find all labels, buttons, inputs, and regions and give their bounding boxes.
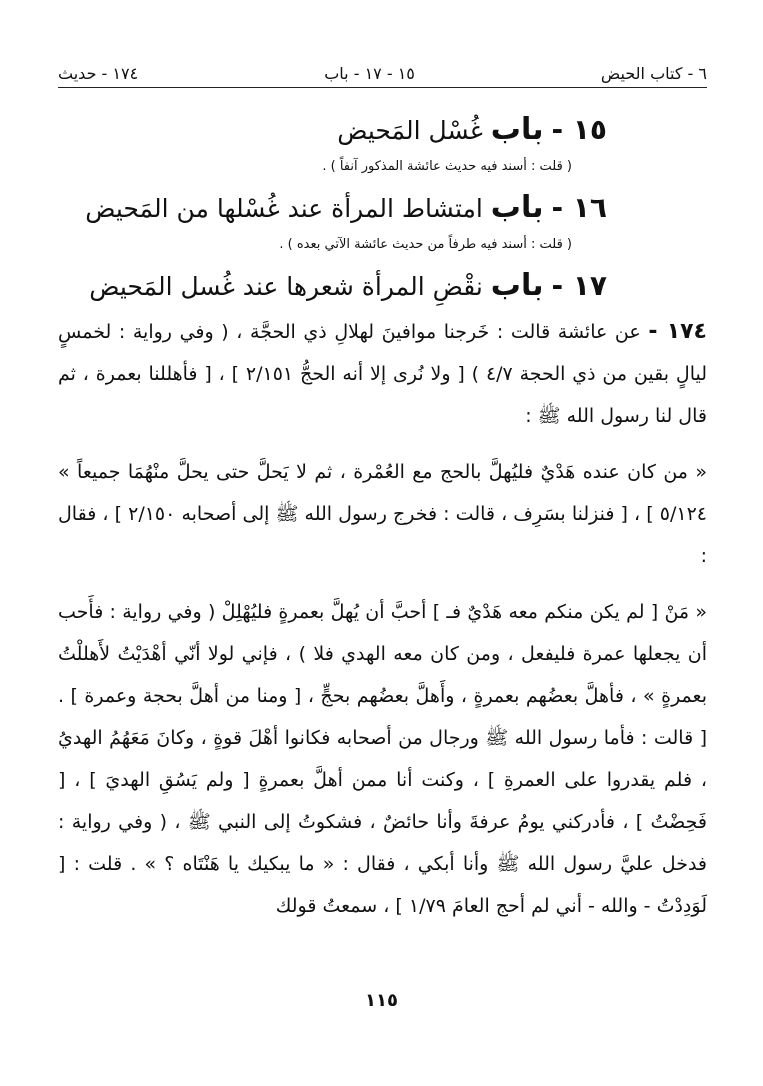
chapter-heading	[58, 110, 707, 149]
hadith-intro	[58, 311, 707, 437]
chapter-bab-word: باب	[490, 268, 544, 303]
chapter-note: ( قلت : أسند فيه حديث عائشة المذكور آنفاً ) .	[322, 159, 572, 174]
hadith-paragraph-2: « مَنْ [ لم يكن منكم معه هَدْيٌ فـ ] أحبَّ أن يُهلَّ بعمرةٍ فليُهْلِلْ ( وفي رواية : فأَحب أن يجعلها عمرة فليفعل ، ومن كان معه الهدي فلا ) ، فإني لولا أنّي أهْدَيْتُ لأَهللْتُ بعمرةٍ » ، فأهلَّ بعضُهم بعمرةٍ ، وأَهلَّ بعضُهم بحجٍّ ، [ ومنا من أهلَّ بحجة وعمرة ] . [ قالت : فأما رسول الله ﷺ ورجال من أصحابه فكانوا أهْلَ قوةٍ ، وكانَ مَعَهُمُ الهديُ ، فلم يقدروا على العمرةِ ] ، وكنت أنا ممن أهلَّ بعمرةٍ [ ولم يَسُقِ الهديَ ] ، [ فَحِضْتُ ] ، فأدركني يومُ عرفةَ وأنا حائضٌ ، فشكوتُ إلى النبي ﷺ ، ( وفي رواية : فدخل عليَّ رسول الله ﷺ وأنا أبكي ، فقال : « ما يبكيك يا هَنْتَاه ؟ » . قلت : [ لَوَدِدْتُ - والله - أني لم أحج العامَ ١/٧٩ ] ، سمعتُ قولك	[58, 601, 707, 917]
chapter-number: ١٦ -	[551, 191, 607, 224]
header-book-title: ٦ - كتاب الحيض	[600, 64, 707, 83]
chapter-number: ١٧ -	[551, 269, 607, 302]
chapter-heading	[58, 188, 707, 227]
chapter-title-text: امتشاط المرأة عند غُسْلها من المَحيض	[85, 194, 483, 223]
hadith-paragraph-1: « من كان عنده هَدْيٌ فليُهلَّ بالحج مع العُمْرة ، ثم لا يَحلَّ حتى يحلَّ منْهُمَا جميعاً » ٥/١٢٤ ] ، [ فنزلنا بسَرِف ، قالت : فخرج رسول الله ﷺ إلى أصحابه ٢/١٥٠ ] ، فقال :	[58, 461, 707, 567]
page-content	[58, 110, 707, 927]
chapter-number: ١٥ -	[551, 113, 607, 146]
header-chapter-range: ١٥ - ١٧ - باب	[324, 64, 415, 83]
chapter-title-text: نقْضِ المرأة شعرها عند غُسل المَحيض	[89, 272, 483, 301]
hadith-number: ١٧٤ -	[648, 319, 707, 344]
chapter-title-text: غُسْل المَحيض	[337, 116, 483, 145]
chapter-15	[58, 110, 707, 174]
chapter-16	[58, 188, 707, 252]
running-header	[58, 60, 707, 88]
page-number: ١١٥	[365, 990, 398, 1011]
chapter-bab-word: باب	[490, 190, 544, 225]
header-hadith-number: ١٧٤ - حديث	[58, 64, 139, 83]
chapter-note: ( قلت : أسند فيه طرفاً من حديث عائشة الآتي بعده ) .	[279, 237, 572, 252]
chapter-17	[58, 266, 707, 305]
chapter-heading	[58, 266, 707, 305]
hadith-intro-text: عن عائشة قالت : خَرجنا موافينَ لهلالِ ذي الحجَّة ، ( وفي رواية : لخمسٍ ليالٍ بقين من ذي الحجة ٤/٧ ) [ ولا نُرى إلا أنه الحجُّ ٢/١٥١ ] ، [ فأهللنا بعمرة ، ثم قال لنا رسول الله ﷺ :	[58, 321, 708, 427]
chapter-bab-word: باب	[490, 112, 544, 147]
